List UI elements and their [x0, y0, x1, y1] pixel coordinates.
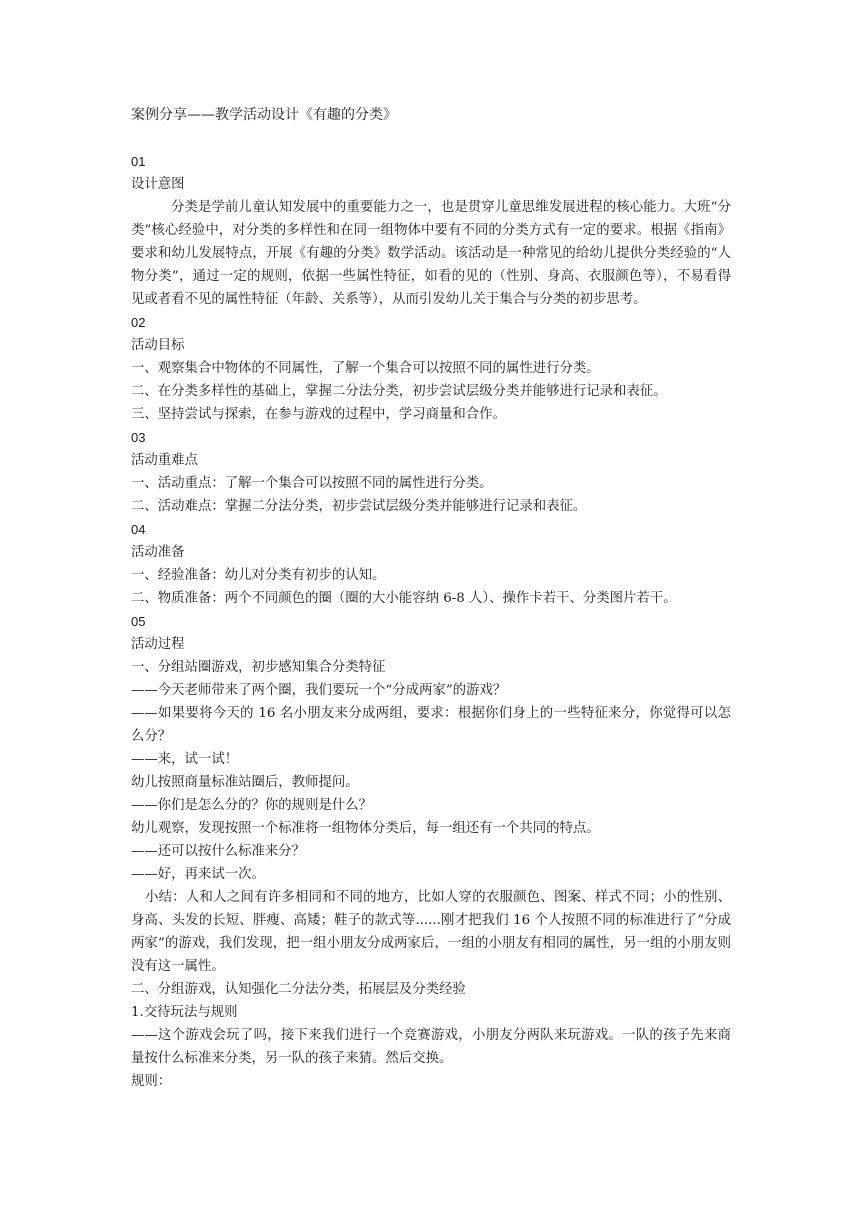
- section-number-04: 04: [131, 522, 146, 537]
- process-line-6: ——你们是怎么分的？你的规则是什么？: [131, 798, 373, 813]
- process-line-7: 幼儿观察，发现按照一个标准将一组物体分类后，每一组还有一个共同的特点。: [131, 821, 600, 836]
- process-line-9: ——好，再来试一次。: [131, 867, 265, 882]
- key-point-item-2: 二、活动难点：掌握二分法分类，初步尝试层级分类并能够进行记录和表征。: [131, 499, 587, 514]
- process-line-10: 二、分组游戏，认知强化二分法分类，拓展层及分类经验: [131, 982, 466, 997]
- process-line-13: 规则：: [131, 1074, 172, 1089]
- goal-item-2: 二、在分类多样性的基础上，掌握二分法分类，初步尝试层级分类并能够进行记录和表征。: [131, 384, 667, 399]
- preparation-item-2: 二、物质准备：两个不同颜色的圈（圈的大小能容纳 6-8 人）、操作卡若干、分类图片若干。: [131, 591, 677, 606]
- preparation-item-1: 一、经验准备：幼儿对分类有初步的认知。: [131, 568, 386, 583]
- process-line-4: ——来，试一试！: [131, 752, 239, 767]
- goal-item-3: 三、坚持尝试与探索，在参与游戏的过程中，学习商量和合作。: [131, 407, 506, 422]
- section-number-02: 02: [131, 315, 146, 330]
- section-heading-design-intent: 设计意图: [131, 177, 185, 192]
- design-intent-paragraph: 分类是学前儿童认知发展中的重要能力之一，也是贯穿儿童思维发展进程的核心能力。大班“分类”核心经验中，对分类的多样性和在同一组物体中要有不同的分类方式有一定的要求。根据《指南》要求和幼儿发展特点，开展《有趣的分类》数学活动。该活动是一种常见的给幼儿提供分类经验的“人物分类”，通过一定的规则，依据一些属性特征，如看的见的（性别、身高、衣服颜色等），不易看得见或者看不见的属性特征（年龄、关系等），从而引发幼儿关于集合与分类的初步思考。: [131, 200, 731, 307]
- section-number-01: 01: [131, 154, 146, 169]
- process-line-5: 幼儿按照商量标准站圈后，教师提问。: [131, 775, 359, 790]
- process-summary-paragraph: 小结：人和人之间有许多相同和不同的地方，比如人穿的衣服颜色、图案、样式不同；小的性别、身高、头发的长短、胖瘦、高矮；鞋子的款式等......刚才把我们 16 个人按照不同的标准进行了“分成两家”的游戏，我们发现，把一组小朋友分成两家后，一组的小朋友有相同的属性，另一组的小朋友则没有这一属性。: [131, 890, 731, 974]
- section-heading-activity-goals: 活动目标: [131, 338, 185, 353]
- section-number-05: 05: [131, 614, 146, 629]
- process-line-8: ——还可以按什么标准来分？: [131, 844, 306, 859]
- process-line-11: 1.交待玩法与规则: [131, 1005, 238, 1020]
- section-heading-preparation: 活动准备: [131, 545, 185, 560]
- process-line-1: 一、分组站圈游戏，初步感知集合分类特征: [131, 660, 386, 675]
- document-page: [131, 104, 731, 1093]
- process-line-12: ——这个游戏会玩了吗，接下来我们进行一个竞赛游戏，小朋友分两队来玩游戏。一队的孩子先来商量按什么标准来分类，另一队的孩子来猜。然后交换。: [131, 1028, 731, 1066]
- section-heading-key-points: 活动重难点: [131, 453, 198, 468]
- section-heading-process: 活动过程: [131, 637, 185, 652]
- process-line-2: ——今天老师带来了两个圈，我们要玩一个“分成两家”的游戏？: [131, 683, 507, 698]
- section-number-03: 03: [131, 430, 146, 445]
- goal-item-1: 一、观察集合中物体的不同属性，了解一个集合可以按照不同的属性进行分类。: [131, 361, 600, 376]
- key-point-item-1: 一、活动重点：了解一个集合可以按照不同的属性进行分类。: [131, 476, 493, 491]
- document-title: 案例分享——教学活动设计《有趣的分类》: [131, 107, 397, 123]
- process-line-3: ——如果要将今天的 16 名小朋友来分成两组，要求：根据你们身上的一些特征来分，你觉得可以怎么分？: [131, 706, 731, 744]
